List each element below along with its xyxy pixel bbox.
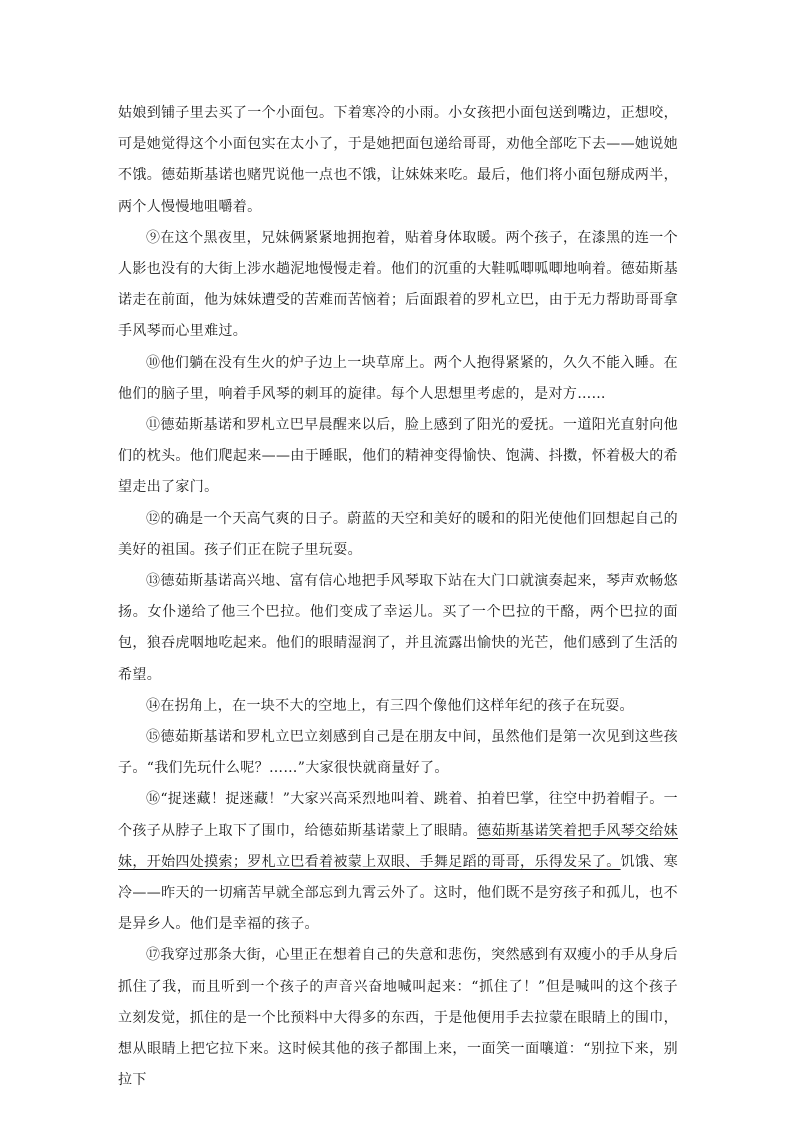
paragraph-16 (118, 784, 678, 940)
paragraph-12: ⑫的确是一个天高气爽的日子。蔚蓝的天空和美好的暖和的阳光使他们回想起自己的美好的祖国。孩子们正在院子里玩耍。 (118, 510, 678, 558)
paragraph-16-tail: 饥饿、寒冷——昨天的一切痛苦早就全部忘到九霄云外了。这时，他们既不是穷孩子和孤儿，也不是异乡人。他们是幸福的孩子。 (118, 853, 679, 933)
paragraph-9: ⑨在这个黑夜里，兄妹俩紧紧地拥抱着，贴着身体取暖。两个孩子，在漆黑的连一个人影也没有的大街上涉水趟泥地慢慢走着。他们的沉重的大鞋呱唧呱唧地响着。德茹斯基诺走在前面，他为妹妹遭受的苦难而苦恼着；后面跟着的罗札立巴，由于无力帮助哥哥拿手风琴而心里难过。 (118, 229, 678, 340)
paragraph-11: ⑪德茹斯基诺和罗札立巴早晨醒来以后，脸上感到了阳光的爱抚。一道阳光直射向他们的枕头。他们爬起来——由于睡眠，他们的精神变得愉快、饱满、抖擞，怀着极大的希望走出了家门。 (118, 417, 678, 496)
paragraph-8-continued: 姑娘到铺子里去买了一个小面包。下着寒冷的小雨。小女孩把小面包送到嘴边，正想咬，可是她觉得这个小面包实在太小了，于是她把面包递给哥哥，劝他全部吃下去——她说她不饿。德茹斯基诺也赌咒说他一点也不饿，让妹妹来吃。最后，他们将小面包掰成两半，两个人慢慢地咀嚼着。 (118, 105, 678, 215)
paragraph-14: ⑭在拐角上，在一块不大的空地上，有三四个像他们这样年纪的孩子在玩耍。 (146, 697, 634, 714)
paragraph-10: ⑩他们躺在没有生火的炉子边上一块草席上。两个人抱得紧紧的，久久不能入睡。在他们的脑子里，响着手风琴的刺耳的旋律。每个人思想里考虑的，是对方…… (118, 354, 678, 402)
paragraph-16-lead: ⑯“捉迷藏！捉迷藏！”大家兴高采烈地叫着、跳着、拍着巴掌，往空中扔着帽子。一个孩子从脖子上取下了围巾，给德茹斯基诺蒙上了眼睛。 (118, 791, 678, 839)
paragraph-15: ⑮德茹斯基诺和罗札立巴立刻感到自己是在朋友中间，虽然他们是第一次见到这些孩子。“我们先玩什么呢？……”大家很快就商量好了。 (118, 729, 678, 777)
paragraph-13: ⑬德茹斯基诺高兴地、富有信心地把手风琴取下站在大门口就演奏起来，琴声欢畅悠扬。女仆递给了他三个巴拉。他们变成了幸运儿。买了一个巴拉的干酪，两个巴拉的面包，狼吞虎咽地吃起来。他们的眼睛湿润了，并且流露出愉快的光芒，他们感到了生活的希望。 (118, 573, 678, 683)
paragraph-17: ⑰我穿过那条大街，心里正在想着自己的失意和悲伤，突然感到有双瘦小的手从身后抓住了我，而且听到一个孩子的声音兴奋地喊叫起来：“抓住了！”但是喊叫的这个孩子立刻发觉，抓住的是一个比预料中大得多的东西，于是他便用手去拉蒙在眼睛上的围巾，想从眼睛上把它拉下来。这时候其他的孩子都围上来，一面笑一面嚷道：“别拉下来，别拉下 (118, 947, 678, 1089)
underlined-sentence: 德茹斯基诺笑着把手风琴交给妹妹，开始四处摸索；罗札立巴看着被蒙上双眼、手舞足蹈的哥哥，乐得发呆了。 (118, 822, 679, 870)
